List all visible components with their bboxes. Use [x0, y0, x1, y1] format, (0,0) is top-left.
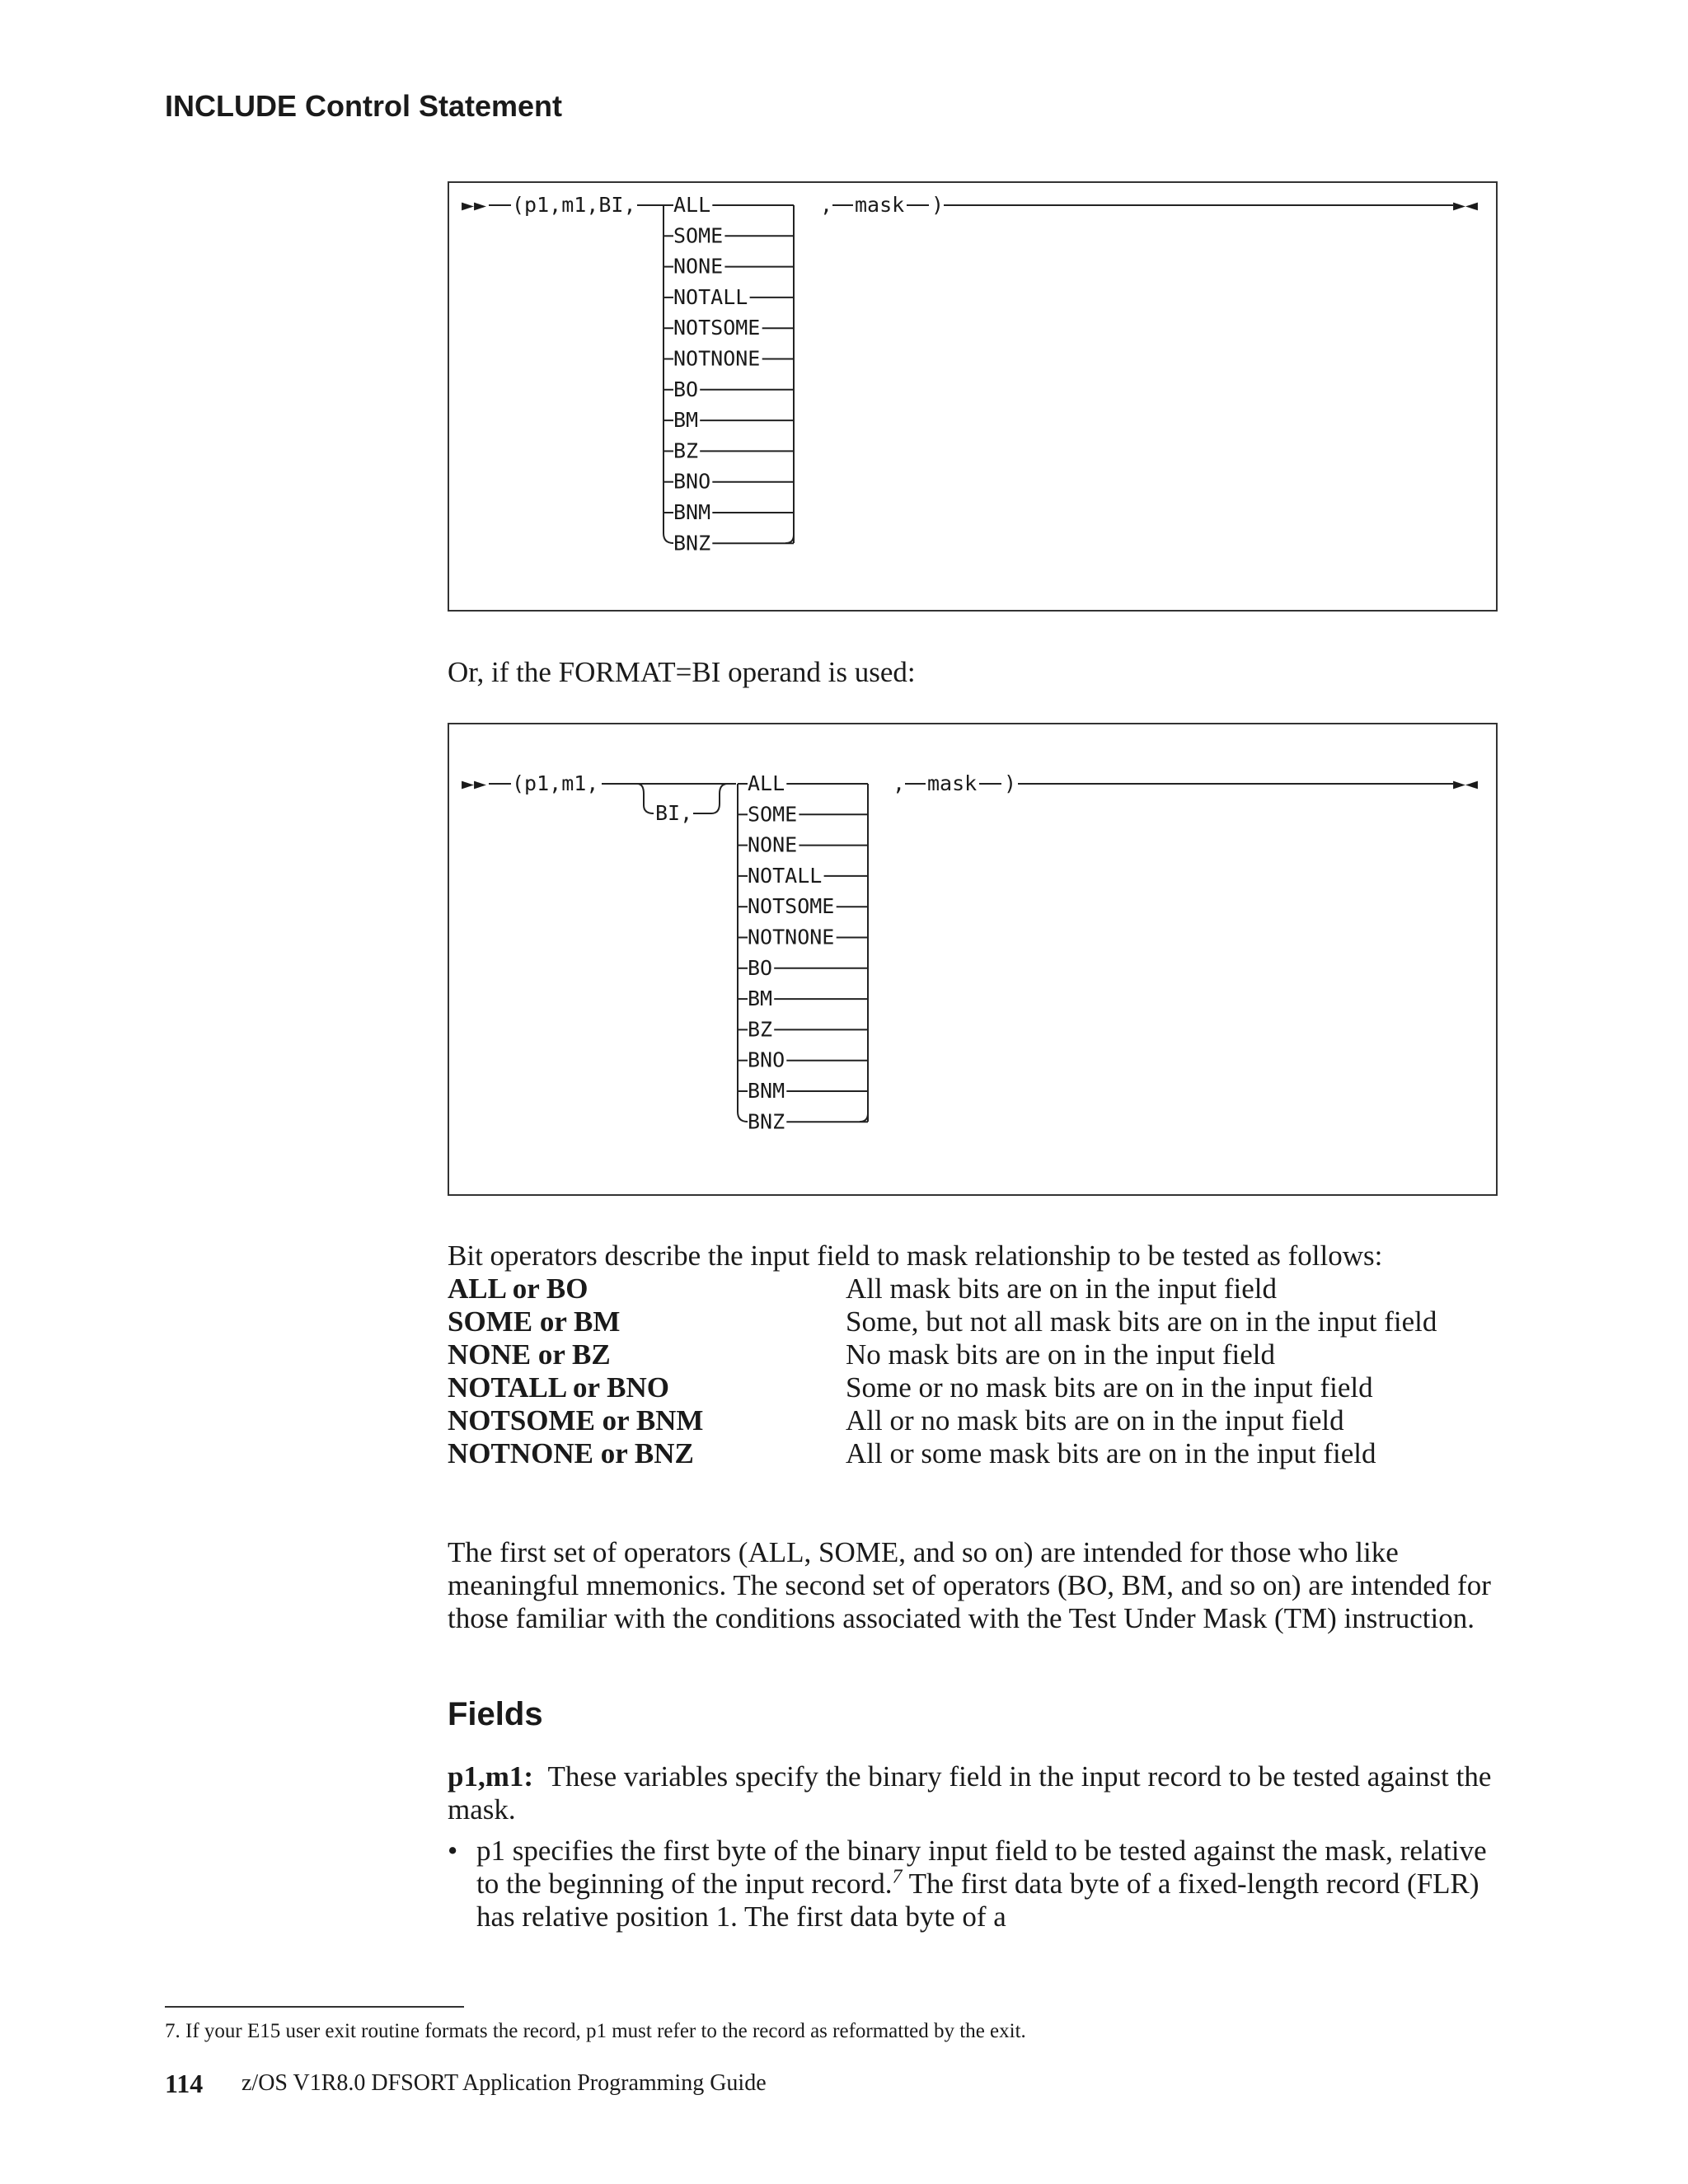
diagram2-operator-bz: BZ [748, 1017, 773, 1042]
definition-row [448, 1272, 1519, 1305]
definition-term: NOTSOME or BNM [448, 1404, 704, 1436]
diagram1-operator-bz: BZ [673, 438, 699, 463]
diagram2-start-token: (p1,m1, [512, 771, 599, 795]
footnote-rule [165, 2006, 464, 2008]
diagram-start-arrows: ►► [462, 193, 487, 217]
diagram-end-arrows: ►◄ [1453, 193, 1479, 217]
diagram2-operator-none: NONE [748, 832, 798, 857]
diagram1-operator-bno: BNO [673, 469, 711, 494]
operators-paragraph: The first set of operators (ALL, SOME, and so on) are intended for those who like meaningful mnemonics. The second set of operators (BO, BM, and so on) are intended for those familiar with the conditions associated with the Test Under Mask (TM) instruction. [448, 1536, 1491, 1634]
diagram2-operator-notall: NOTALL [748, 863, 823, 888]
diagram1-operator-none: NONE [673, 254, 724, 279]
diagram2-operator-all: ALL [748, 771, 785, 795]
bit-operators-intro: Bit operators describe the input field to mask relationship to be tested as follows: [448, 1240, 1383, 1272]
diagram2-operator-bo: BO [748, 955, 773, 980]
syntax-diagram-1 [448, 181, 1498, 612]
diagram1-start-token: (p1,m1,BI, [512, 193, 636, 217]
definition-term: NOTNONE or BNZ [448, 1437, 694, 1469]
diagram1-operator-bnm: BNM [673, 500, 711, 524]
bullet-text-b: The first data byte of a fixed-length record (FLR) has relative position 1. The first data byte of a [476, 1868, 1479, 1933]
diagram2-mask-token: mask [927, 771, 978, 795]
diagram1-operator-notnone: NOTNONE [673, 346, 761, 371]
definition-row [448, 1338, 1519, 1371]
diagram1-operator-bo: BO [673, 377, 699, 401]
syntax-diagram-2 [448, 723, 1498, 1196]
page-number: 114 [165, 2069, 204, 2098]
definition-row [448, 1404, 1519, 1437]
diagram-end-arrows: ►◄ [1453, 771, 1479, 795]
p1m1-paragraph [448, 1760, 1494, 1826]
diagram1-operator-some: SOME [673, 223, 724, 248]
diagram1-operator-bm: BM [673, 408, 699, 433]
p1m1-text: These variables specify the binary field in the input record to be tested against the mask. [448, 1760, 1492, 1825]
diagram2-operator-notnone: NOTNONE [748, 925, 835, 949]
diagram1-operator-all: ALL [673, 193, 711, 217]
definition-description: All or no mask bits are on in the input field [846, 1404, 1344, 1436]
diagram1-operator-bnz: BNZ [673, 531, 711, 555]
diagram1-operator-notsome: NOTSOME [673, 316, 761, 340]
diagram2-close-paren: ) [1004, 771, 1017, 795]
definition-description: All mask bits are on in the input field [846, 1272, 1277, 1305]
definition-row [448, 1437, 1519, 1470]
diagram1-operator-notall: NOTALL [673, 284, 748, 309]
diagram1-mask-token: mask [855, 193, 905, 217]
p1m1-label: p1,m1: [448, 1760, 534, 1793]
format-bi-intro: Or, if the FORMAT=BI operand is used: [448, 656, 916, 688]
definition-term: NONE or BZ [448, 1338, 611, 1371]
definition-description: Some or no mask bits are on in the input field [846, 1371, 1373, 1404]
diagram2-operator-bno: BNO [748, 1047, 785, 1072]
footer-book-title: z/OS V1R8.0 DFSORT Application Programming Guide [241, 2070, 767, 2096]
footnote-reference[interactable]: 7 [892, 1866, 903, 1888]
running-header: INCLUDE Control Statement [165, 89, 563, 123]
definition-description: No mask bits are on in the input field [846, 1338, 1276, 1371]
diagram2-operator-notsome: NOTSOME [748, 894, 835, 919]
diagram-start-arrows: ►► [462, 771, 487, 795]
section-heading-fields: Fields [448, 1696, 543, 1732]
definition-list [448, 1272, 1519, 1470]
definition-term: NOTALL or BNO [448, 1371, 670, 1404]
definition-row [448, 1305, 1519, 1338]
diagram2-operator-bm: BM [748, 987, 773, 1011]
diagram1-close-paren: ) [931, 193, 945, 217]
diagram1-comma: , [820, 193, 833, 217]
list-item [448, 1835, 1519, 1933]
diagram2-optional-bi: BI, [655, 801, 693, 825]
definition-description: Some, but not all mask bits are on in the input field [846, 1305, 1437, 1338]
footnote: 7. If your E15 user exit routine formats the record, p1 must refer to the record as reformatted by the exit. [165, 2020, 1026, 2042]
bullet-marker: • [448, 1835, 458, 1867]
diagram2-operator-bnz: BNZ [748, 1109, 785, 1134]
syntax-diagram-1-svg [449, 183, 1496, 610]
diagram2-operator-bnm: BNM [748, 1079, 785, 1103]
definition-term: ALL or BO [448, 1272, 588, 1305]
definition-term: SOME or BM [448, 1305, 621, 1338]
definition-description: All or some mask bits are on in the input field [846, 1437, 1376, 1469]
syntax-diagram-2-svg [449, 724, 1496, 1194]
diagram2-operator-some: SOME [748, 802, 798, 827]
definition-row [448, 1371, 1519, 1404]
bullet-text-a: p1 specifies the first byte of the binary input field to be tested against the mask, relative to the beginning of the input record. [476, 1835, 1487, 1900]
diagram2-comma: , [893, 771, 906, 795]
